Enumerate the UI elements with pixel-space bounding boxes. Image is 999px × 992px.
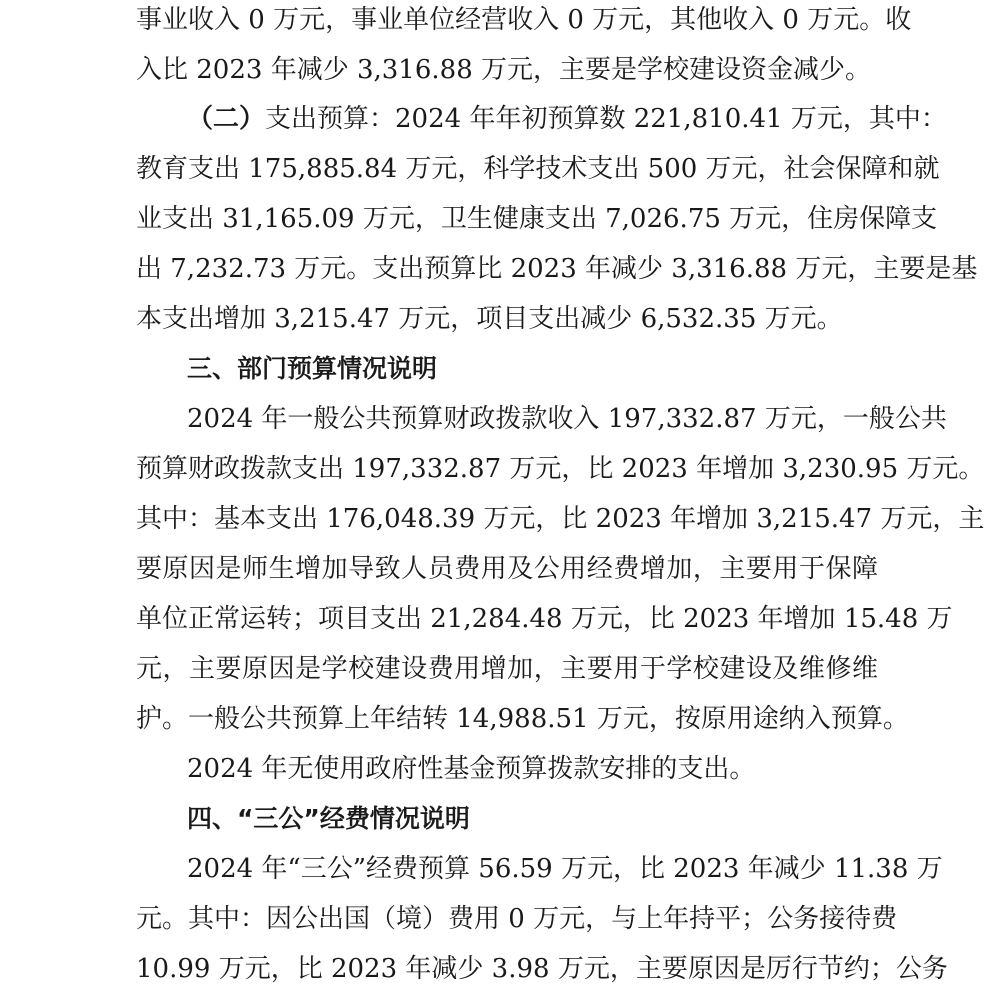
paragraph-line: 教育支出 175,885.84 万元，科学技术支出 500 万元，社会保障和就 bbox=[136, 154, 940, 184]
paragraph-line: 元。其中：因公出国（境）费用 0 万元，与上年持平；公务接待费 bbox=[136, 904, 898, 934]
paragraph-line: 护。一般公共预算上年结转 14,988.51 万元，按原用途纳入预算。 bbox=[136, 704, 909, 734]
section-heading: 三、部门预算情况说明 bbox=[187, 354, 438, 383]
paragraph-line: 10.99 万元，比 2023 年减少 3.98 万元，主要原因是厉行节约；公务 bbox=[136, 954, 948, 984]
paragraph-line: 单位正常运转；项目支出 21,284.48 万元，比 2023 年增加 15.48 万 bbox=[136, 604, 953, 634]
paragraph-line: 预算财政拨款支出 197,332.87 万元，比 2023 年增加 3,230.95 万元。 bbox=[136, 454, 985, 484]
subheading-paragraph-line bbox=[187, 99, 947, 139]
paragraph-line: 入比 2023 年减少 3,316.88 万元，主要是学校建设资金减少。 bbox=[136, 55, 872, 85]
paragraph-line: 2024 年无使用政府性基金预算拨款安排的支出。 bbox=[187, 754, 756, 784]
paragraph-line: 本支出增加 3,215.47 万元，项目支出减少 6,532.35 万元。 bbox=[136, 304, 843, 334]
paragraph-line: 业支出 31,165.09 万元，卫生健康支出 7,026.75 万元，住房保障支 bbox=[136, 204, 938, 234]
paragraph-line: 事业收入 0 万元，事业单位经营收入 0 万元，其他收入 0 万元。收 bbox=[136, 5, 912, 35]
paragraph-line: 元，主要原因是学校建设费用增加，主要用于学校建设及维修维 bbox=[136, 654, 878, 684]
section-heading: 四、“三公”经费情况说明 bbox=[187, 804, 470, 833]
paragraph-line: 要原因是师生增加导致人员费用及公用经费增加，主要用于保障 bbox=[136, 554, 878, 584]
paragraph-line: 其中：基本支出 176,048.39 万元，比 2023 年增加 3,215.47 万元，主 bbox=[136, 504, 985, 534]
paragraph-line: 2024 年一般公共预算财政拨款收入 197,332.87 万元，一般公共 bbox=[187, 404, 947, 434]
subheading-text: 支出预算：2024 年年初预算数 221,810.41 万元，其中： bbox=[265, 104, 947, 134]
paragraph-line: 2024 年“三公”经费预算 56.59 万元，比 2023 年减少 11.38 万 bbox=[187, 854, 943, 884]
subheading-label: （二） bbox=[187, 104, 266, 134]
paragraph-line: 出 7,232.73 万元。支出预算比 2023 年减少 3,316.88 万元，主要是基 bbox=[136, 254, 978, 284]
